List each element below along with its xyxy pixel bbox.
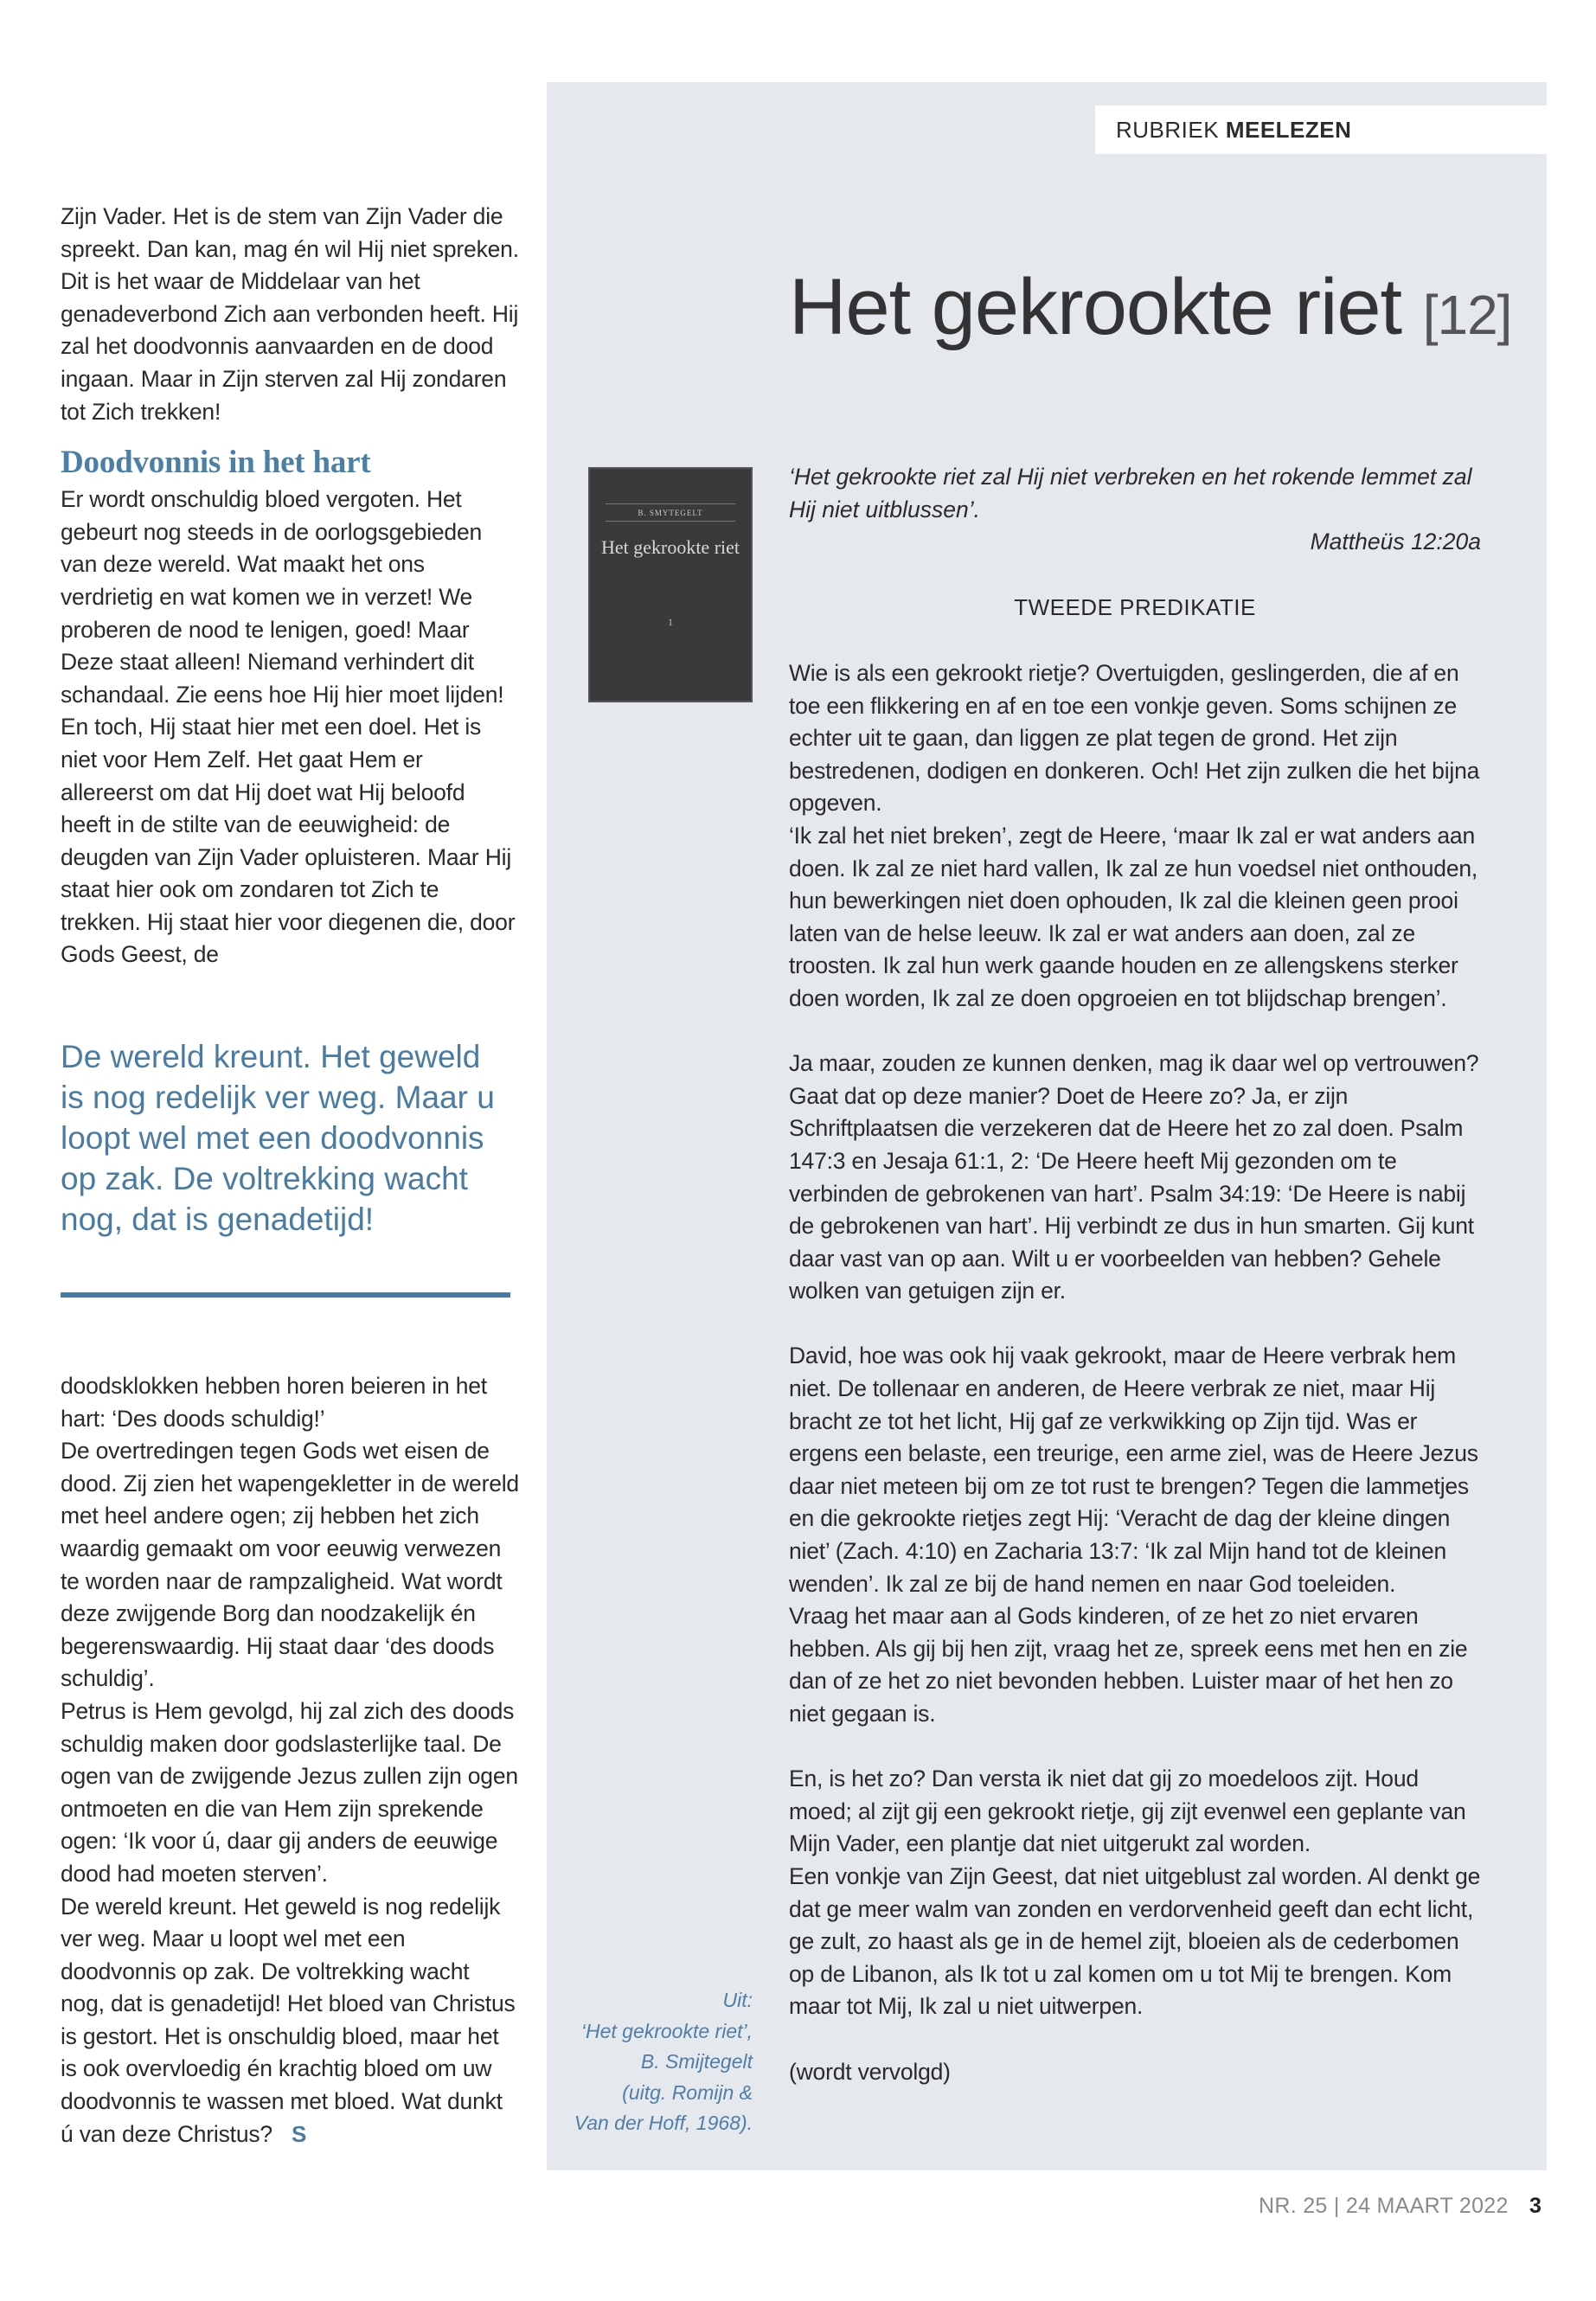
left-bottom-paragraph: De overtredingen tegen Gods wet eisen de dood. Zij zien het wapengekletter in de wereld met heel andere ogen; zij hebben het zich waardig gemaakt om voor eeuwig verwezen te worden naar de rampzaligheid. Wat wordt deze zwijgende Borg dan noodzakelijk én begerenswaardig. Hij staat daar ‘des doods schuldig’. <box>61 1438 519 1692</box>
body-paragraph: Een vonkje van Zijn Geest, dat niet uitgeblust zal worden. Al denkt ge dat ge meer walm van zonden en verdorvenheid geeft dan echt licht, ge zult, zo haast als ge in de hemel zijt, bloeien als de cederbomen op de Libanon, als Ik tot u zal komen om u tot Mij te brengen. Kom maar tot Mij, Ik zal u niet uitwerpen. <box>789 1862 1481 2020</box>
book-cover-rule <box>606 521 735 522</box>
book-cover-author: B. SMYTEGELT <box>638 509 703 517</box>
left-column-bottom <box>61 1370 519 2150</box>
article-title <box>789 260 1511 362</box>
section-subheading: Doodvonnis in het hart <box>61 445 371 481</box>
left-column-top <box>61 201 519 971</box>
book-cover-rule <box>606 503 735 504</box>
pull-quote: De wereld kreunt. Het geweld is nog redelijk ver weg. Maar u loopt wel met een doodvonnis op zak. De voltrekking wacht nog, dat is genadetijd! <box>61 1039 495 1237</box>
book-cover-volume: 1 <box>668 616 673 628</box>
caption-line: ‘Het gekrookte riet’, <box>580 2019 753 2042</box>
sermon-body <box>789 657 1481 2088</box>
rubriek-name: MEELEZEN <box>1225 117 1352 143</box>
body-paragraph: Ja maar, zouden ze kunnen denken, mag ik daar wel op vertrouwen? Gaat dat op deze manier? Doet de Heere zo? Ja, er zijn Schriftplaatsen die verzekeren dat de Heere het zo zal doen. Psalm 147:3 en Jesaja 61:1, 2: ‘De Heere heeft Mij gezonden om te verbinden de gebrokenen van hart’. Psalm 34:19: ‘De Heere is nabij de gebrokenen van hart’. Hij verbindt ze dus in hun smarten. Gij kunt daar vast van op aan. Wilt u er voorbeelden van hebben? Gehele wolken van getuigen zijn er. <box>789 1050 1479 1304</box>
verse-reference: Mattheüs 12:20a <box>1310 529 1481 554</box>
left-intro-paragraph: Zijn Vader. Het is de stem van Zijn Vader die spreekt. Dan kan, mag én wil Hij niet spreken. Dit is het waar de Middelaar van het genadeverbond Zich aan verbonden heeft. Hij zal het doodvonnis aanvaarden en de dood ingaan. Maar in Zijn sterven zal Hij zondaren tot Zich trekken! <box>61 203 519 425</box>
pull-quote-rule <box>61 1292 510 1298</box>
body-paragraph: Wie is als een gekrookt rietje? Overtuigden, geslingerden, die af en toe een flikkering en af en toe een vonkje geven. Soms schijnen ze echter uit te gaan, dan liggen ze plat tegen de grond. Het zijn bestredenen, dodigen en donkeren. Och! Het zijn zulken die het bijna opgeven. <box>789 660 1480 817</box>
caption-line: Van der Hoff, 1968). <box>574 2112 753 2135</box>
page-number: 3 <box>1529 2194 1542 2218</box>
book-cover-title: Het gekrookte riet <box>600 536 740 558</box>
left-final-text: De wereld kreunt. Het geweld is nog redelijk ver weg. Maar u loopt wel met een doodvonnis op zak. De voltrekking wacht nog, dat is genadetijd! Het bloed van Christus is gestort. Het is onschuldig bloed, maar het is ook overvloedig én krachtig bloed om uw doodvonnis te wassen met bloed. Wat dunkt ú van deze Christus? <box>61 1893 516 2147</box>
body-paragraph: Vraag het maar aan al Gods kinderen, of ze het zo niet ervaren hebben. Als gij bij hen zijt, vraag het ze, spreek eens met hen en zie dan of ze het zo niet bevonden hebben. Luister maar of het hen zo niet gegaan is. <box>789 1603 1468 1727</box>
end-mark-icon: S <box>291 2120 307 2147</box>
caption-line: Uit: <box>722 1989 753 2011</box>
left-bottom-paragraph: Petrus is Hem gevolgd, hij zal zich des doods schuldig maken door godslasterlijke taal. De ogen van de zwijgende Jezus zullen zijn ogen ontmoeten en die van Hem zijn sprekende ogen: ‘Ik voor ú, daar gij anders de eeuwige dood had moeten sterven’. <box>61 1697 518 1887</box>
issue-info: NR. 25 | 24 MAART 2022 <box>1259 2194 1509 2218</box>
article-title-text: Het gekrookte riet <box>789 263 1402 351</box>
body-paragraph: En, is het zo? Dan versta ik niet dat gij zo moedeloos zijt. Houd moed; al zijt gij een gekrookt rietje, gij zijt evenwel een geplante van Mijn Vader, een plantje dat niet uitgerukt zal worden. <box>789 1766 1466 1857</box>
left-section-paragraph: Er wordt onschuldig bloed vergoten. Het gebeurt nog steeds in de oorlogsgebieden van deze wereld. Wat maakt het ons verdrietig en wat komen we in verzet! We proberen de nood te lenigen, goed! Maar Deze staat alleen! Niemand verhindert dit schandaal. Zie eens hoe Hij hier moet lijden! En toch, Hij staat hier met een doel. Het is niet voor Hem Zelf. Het gaat Hem er allereerst om dat Hij doet wat Hij beloofd heeft in de stilte van de eeuwigheid: de deugden van Zijn Vader opluisteren. Maar Hij staat hier ook om zondaren tot Zich te trekken. Hij staat hier voor diegenen die, door Gods Geest, de <box>61 486 516 968</box>
body-paragraph: ‘Ik zal het niet breken’, zegt de Heere, ‘maar Ik zal er wat anders aan doen. Ik zal ze niet hard vallen, Ik zal ze hun voedsel niet onthouden, hun bewerkingen niet doen ophouden, Ik zal die kleinen geen prooi laten van de helse leeuw. Ik zal er wat anders aan doen, zal ze troosten. Ik zal hun werk gaande houden en ze allengskens sterker doen worden, Ik zal ze doen opgroeien en tot blijdschap brengen’. <box>789 822 1478 1011</box>
sermon-heading: TWEEDE PREDIKATIE <box>1014 594 1256 620</box>
book-cover-image <box>588 467 753 702</box>
image-caption <box>554 1985 753 2139</box>
article-title-number: [12] <box>1422 284 1512 346</box>
caption-line: B. Smijtegelt <box>640 2050 753 2073</box>
left-bottom-paragraph: doodsklokken hebben horen beieren in het hart: ‘Des doods schuldig!’ <box>61 1373 487 1432</box>
rubriek-label <box>1095 106 1547 154</box>
to-be-continued: (wordt vervolgd) <box>789 2058 951 2085</box>
caption-line: (uitg. Romijn & <box>622 2080 753 2104</box>
bible-verse: ‘Het gekrookte riet zal Hij niet verbreken en het rokende lemmet zal Hij niet uitblussen’. <box>789 464 1472 522</box>
body-paragraph: David, hoe was ook hij vaak gekrookt, maar de Heere verbrak hem niet. De tollenaar en anderen, de Heere verbrak ze niet, maar Hij bracht ze tot het licht, Hij gaf ze verkwikking op Zijn tijd. Was er ergens een belaste, een treurige, een arme ziel, was de Heere Jezus daar niet meteen bij om ze tot rust te brengen? Tegen die lammetjes en die gekrookte rietjes zegt Hij: ‘Veracht de dag der kleine dingen niet’ (Zach. 4:10) en Zacharia 13:7: ‘Ik zal Mijn hand tot de kleinen wenden’. Ik zal ze bij de hand nemen en naar God toeleiden. <box>789 1343 1478 1597</box>
left-bottom-paragraph <box>61 1891 519 2151</box>
rubriek-prefix: RUBRIEK <box>1116 117 1220 143</box>
